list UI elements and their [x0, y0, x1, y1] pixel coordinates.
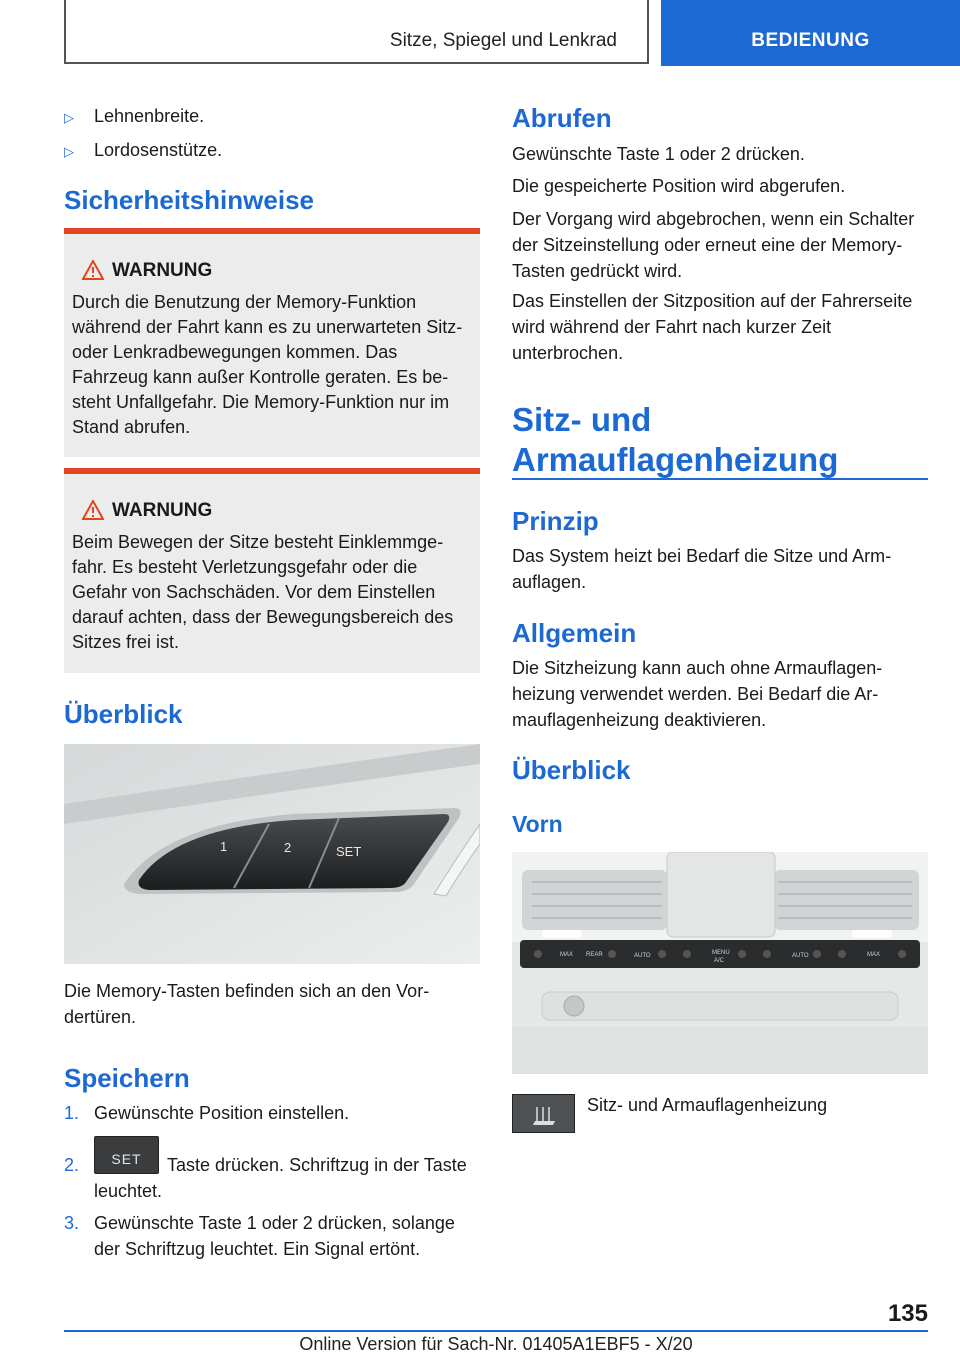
list-item: ▷ Lehnenbreite.: [64, 106, 205, 126]
footer-text: Online Version für Sach-Nr. 01405A1EBF5 - X/20: [299, 1334, 693, 1354]
legend-text: Sitz- und Armauflagenheizung: [587, 1095, 828, 1115]
recall-heading: Abrufen: [512, 103, 612, 133]
chapter-tab-label: BEDIENUNG: [751, 30, 870, 51]
warning-title: WARNUNG: [72, 498, 470, 524]
center-console-photo: [512, 852, 928, 1074]
warning-triangle-icon: [82, 500, 104, 520]
header-frame: [64, 0, 649, 64]
safety-heading: Sicherheitshinweise: [64, 185, 314, 215]
list-item: ▷ Lordosenstütze.: [64, 140, 223, 160]
overview-heading: Überblick: [64, 699, 183, 729]
overview-caption: Die Memory-Tasten befinden sich an den Vordertüren.: [64, 981, 430, 1027]
section-title: Sitze, Spiegel und Lenkrad: [389, 30, 617, 51]
warning-text: Durch die Benutzung der Memory-Funktion während der Fahrt kann es zu unerwarteten Sitz- oder Lenkradbewegungen kommen. Das Fahrzeug kann außer Kontrolle geraten. Es besteht Unfallgefahr. Die Memory-Funktion nur im Stand abrufen.: [72, 292, 463, 437]
recall-para: Gewünschte Taste 1 oder 2 drücken.: [512, 144, 805, 164]
console-label: MAX: [560, 952, 574, 958]
memory-button-1-label: 1: [220, 839, 228, 854]
console-label: A/C: [714, 958, 725, 964]
main-heading: Sitz- und Armauflagenheizung: [512, 401, 839, 478]
console-label: MAX: [867, 952, 881, 958]
warning-triangle-icon: [82, 260, 104, 280]
memory-button-2-label: 2: [284, 840, 292, 855]
general-heading: Allgemein: [512, 618, 637, 648]
front-heading: Vorn: [512, 811, 563, 837]
store-heading: Speichern: [64, 1063, 190, 1093]
recall-para: Der Vorgang wird abgebrochen, wenn ein Schalter der Sitzeinstellung oder erneut eine der Memory-Tasten gedrückt wird.: [512, 209, 915, 281]
triangle-bullet-icon: ▷: [64, 144, 74, 159]
warning-title: WARNUNG: [72, 258, 470, 284]
chapter-tab[interactable]: [661, 0, 960, 66]
console-label: AUTO: [792, 953, 809, 959]
warning-text: Beim Bewegen der Sitze besteht Einklemmgefahr. Es besteht Verletzungsgefahr oder die Gefahr von Sachschäden. Vor dem Einstellen darauf achten, dass der Bewegungsbereich des Sitzes frei ist.: [72, 532, 454, 652]
memory-buttons-photo: [64, 744, 480, 964]
set-button-icon: SET: [94, 1136, 159, 1174]
triangle-bullet-icon: ▷: [64, 110, 74, 125]
warning-box: [64, 468, 480, 673]
seat-heating-icon: [512, 1094, 575, 1133]
page-number: 135: [887, 1300, 928, 1327]
principle-text: Das System heizt bei Bedarf die Sitze und Armauflagen.: [512, 546, 892, 592]
footer-rule: [64, 1330, 928, 1332]
console-label: AUTO: [634, 953, 651, 959]
console-label: MENU: [712, 950, 730, 956]
general-text: Die Sitzheizung kann auch ohne Armauflagenheizung verwendet werden. Bei Bedarf die Armauflagenheizung deaktivieren.: [512, 658, 883, 730]
principle-heading: Prinzip: [512, 506, 599, 536]
recall-para: Das Einstellen der Sitzposition auf der Fahrerseite wird während der Fahrt nach kurzer Zeit unterbrochen.: [512, 291, 913, 363]
warning-box: [64, 228, 480, 457]
memory-set-button-label: SET: [336, 844, 362, 859]
step-item: 2. SET Taste drücken. Schriftzug in der Taste leuchtet.: [64, 1136, 484, 1206]
console-label: REAR: [586, 952, 603, 958]
overview-heading-right: Überblick: [512, 755, 631, 785]
heading-rule: [512, 478, 928, 480]
recall-para: Die gespeicherte Position wird abgerufen.: [512, 176, 846, 196]
